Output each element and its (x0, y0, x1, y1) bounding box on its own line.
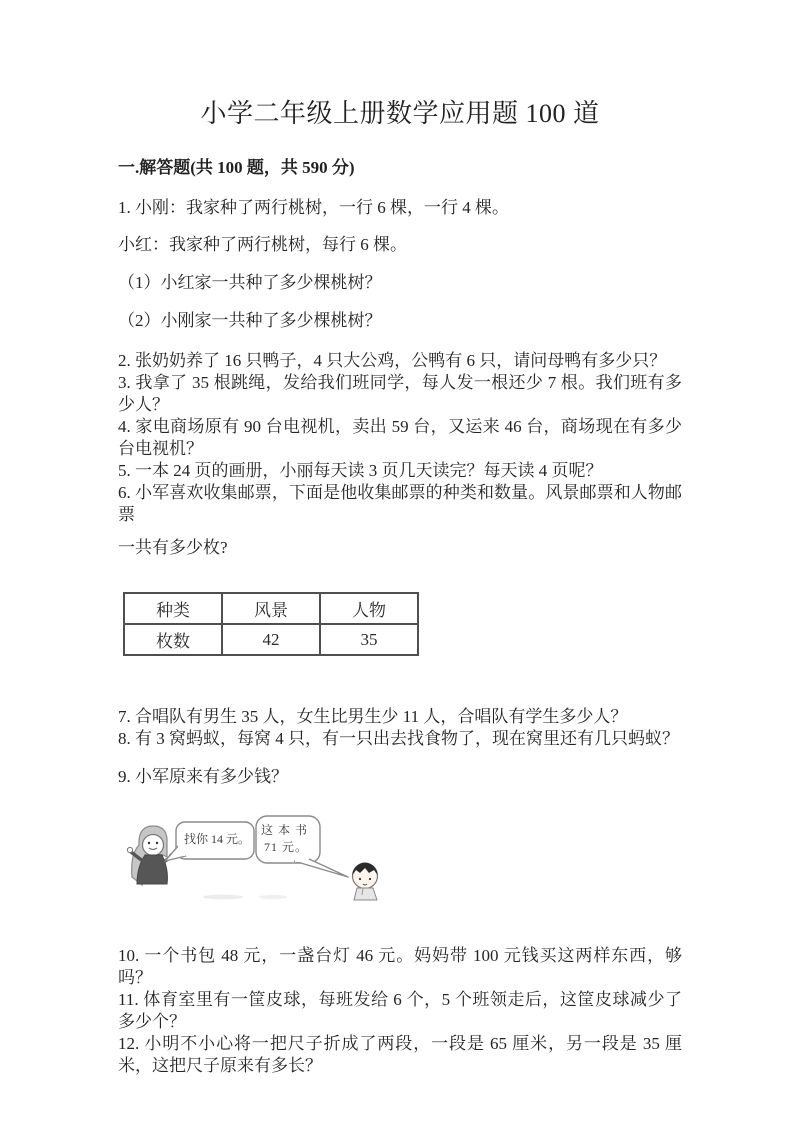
boy-figure (353, 863, 378, 901)
question-5: 5. 一本 24 页的画册，小丽每天读 3 页几天读完？每天读 4 页呢？ (118, 461, 603, 480)
right-bubble-text-line2: 71 元。 (264, 840, 309, 854)
stamp-table-header-kind: 种类 (124, 593, 222, 624)
question-2: 2. 张奶奶养了 16 只鸭子，4 只大公鸡，公鸭有 6 只，请问母鸭有多少只？ (118, 351, 667, 370)
question-1-line-1: 1. 小刚：我家种了两行桃树，一行 6 棵，一行 4 棵。 (118, 198, 509, 217)
questions-2-to-6 (118, 350, 682, 526)
questions-7-8 (118, 706, 682, 750)
shadow-smudge (203, 895, 243, 900)
right-bubble-text-line1: 这本书 (261, 823, 313, 837)
section-heading: 一.解答题(共 100 题，共 590 分) (118, 158, 355, 177)
stamp-table-count-label: 枚数 (124, 624, 222, 655)
shopkeeper-figure (127, 826, 174, 885)
question-3: 3. 我拿了 35 根跳绳，发给我们班同学，每人发一根还少 7 根。我们班有多少人？ (118, 373, 682, 414)
book-price-illustration (118, 815, 682, 915)
stamp-table-header-figure: 人物 (320, 593, 418, 624)
stamp-table (123, 592, 419, 656)
shadow-smudge (259, 895, 287, 899)
stamp-table-figure-count: 35 (320, 624, 418, 655)
stamp-table-scenery-count: 42 (222, 624, 320, 655)
illustration-drawing (118, 815, 682, 915)
question-4: 4. 家电商场原有 90 台电视机，卖出 59 台，又运来 46 台，商场现在有多少台电视机？ (118, 417, 682, 458)
question-10: 10. 一个书包 48 元，一盏台灯 46 元。妈妈带 100 元钱买这两样东西，够吗？ (118, 946, 682, 987)
page-title: 小学二年级上册数学应用题 100 道 (200, 99, 600, 128)
stamp-table-header-scenery: 风景 (222, 593, 320, 624)
question-1-line-2: 小红：我家种了两行桃树，每行 6 棵。 (118, 235, 407, 254)
question-6: 6. 小军喜欢收集邮票，下面是他收集邮票的种类和数量。风景邮票和人物邮票 (118, 483, 682, 524)
questions-10-to-12 (118, 945, 682, 1077)
question-11: 11. 体育室里有一筐皮球，每班发给 6 个，5 个班领走后，这筐皮球减少了多少个？ (118, 990, 682, 1031)
question-9: 9. 小军原来有多少钱？ (118, 767, 288, 786)
question-1-sub-2: （2）小刚家一共种了多少棵桃树？ (118, 311, 382, 330)
question-6-tail: 一共有多少枚? (118, 538, 228, 557)
question-12: 12. 小明不小心将一把尺子折成了两段，一段是 65 厘米，另一段是 35 厘米，这把尺子原来有多长？ (118, 1034, 682, 1075)
question-8: 8. 有 3 窝蚂蚁，每窝 4 只，有一只出去找食物了，现在窝里还有几只蚂蚁？ (118, 729, 679, 748)
left-bubble-text: 找你 14 元。 (183, 832, 250, 846)
question-7: 7. 合唱队有男生 35 人，女生比男生少 11 人，合唱队有学生多少人？ (118, 707, 628, 726)
page-content (0, 157, 800, 1077)
stamp-table-value-row (124, 624, 418, 655)
stamp-table-header-row (124, 593, 418, 624)
question-1-sub-1: （1）小红家一共种了多少棵桃树？ (118, 273, 382, 292)
